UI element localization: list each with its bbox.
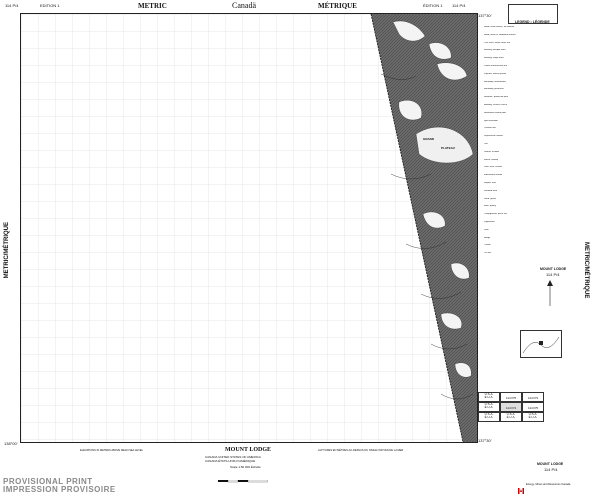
edition-right: ÉDITION 1 (423, 3, 443, 8)
coord-bottom-right: 137°30' (478, 438, 492, 443)
scale-bar (218, 470, 268, 473)
legend-item (484, 88, 504, 91)
metric-title-left: METRIC (138, 2, 167, 10)
legend-item (484, 96, 508, 99)
usa-cell: U.S.A. É.U.A. (522, 412, 544, 422)
legend-item (484, 143, 488, 146)
legend-item (484, 49, 506, 52)
legend-title: LEGEND • LÉGENDE (515, 20, 550, 24)
location-index-map (520, 330, 562, 358)
legend-item-label: Railway, single track (484, 57, 504, 60)
ministry-label: Energy, Mines and Resources Canada (526, 483, 571, 486)
side-label-left: METRIC/MÉTRIQUE (4, 222, 10, 279)
usa-cell: U.S.A. É.U.A. (478, 392, 500, 402)
map-frame[interactable] (20, 13, 478, 443)
bottom-map-code: 114 P/4 (544, 467, 558, 472)
canada-wordmark: Canadä (232, 1, 256, 10)
right-map-code: 114 P/4 (546, 272, 560, 277)
legend-item (484, 73, 506, 76)
place-label-grand: GRAND (423, 137, 434, 141)
legend-item (484, 34, 516, 37)
legend-item-label: Dam (484, 228, 489, 231)
legend-item-label: Depression contour (484, 135, 503, 138)
edition-left: EDITION 1 (40, 3, 60, 8)
sheet-number-left: 114 P/4 (5, 3, 19, 8)
adjoining-sheets-grid (478, 392, 548, 442)
place-label-plateau: PLATEAU (441, 146, 455, 150)
bottom-map-name: MOUNT LODGE (537, 462, 564, 466)
legend-item (484, 57, 504, 60)
legend-item-label: Intermittent stream (484, 174, 503, 177)
legend-item (484, 229, 489, 232)
index-code: 114 P/3 (522, 392, 544, 402)
legend-item-label: Lake, river, stream (484, 166, 502, 169)
legend-item (484, 198, 496, 201)
legend-item-label: Cliff (484, 143, 488, 145)
index-code: 114 P/5 (500, 392, 522, 402)
north-arrow (544, 280, 556, 308)
legend-item (484, 237, 490, 240)
legend-item-label: Wooded area (484, 189, 498, 192)
country-line-2: CANADA ÉTATS-UNIS D'AMÉRIQUE (205, 459, 256, 463)
legend-item (484, 26, 514, 29)
country-line-1: CANADA UNITED STATES OF AMERICA (205, 455, 261, 459)
legend-item-label: Boundary, international (484, 80, 507, 83)
index-code: 114 P/5 (522, 402, 544, 412)
legend-item (484, 120, 498, 123)
legend-item-label: Railway, multiple track (484, 49, 506, 52)
legend-item-label: Boundary, provincial (484, 88, 504, 91)
legend-item-label: National / provincial park (484, 96, 508, 99)
scale-label: Scale 1:50 000 Échelle (230, 465, 261, 469)
legend-item-label: Road, loose or stabilized surface (484, 33, 516, 36)
map-name-title: MOUNT LODGE (225, 447, 272, 453)
legend-item-label: Mine, quarry (484, 205, 497, 208)
provisional-print-label: PROVISIONAL PRINT (3, 477, 93, 486)
legend-item (484, 135, 503, 138)
legend-item (484, 182, 496, 185)
legend-item (484, 166, 502, 169)
legend-item (484, 205, 496, 208)
side-label-right: METRIC/MÉTRIQUE (583, 242, 589, 299)
legend-item-label: Cart track, winter road, trail (484, 41, 511, 44)
legend-item (484, 42, 510, 45)
sheet-number-right: 114 P/4 (452, 3, 466, 8)
canada-flag-icon (518, 481, 524, 487)
topographic-map (21, 14, 477, 442)
coord-top-right: 137°30' (478, 13, 492, 18)
legend-item (484, 112, 506, 115)
legend-item-label: Campground, picnic site (484, 213, 508, 216)
right-map-name: MOUNT LODGE (540, 267, 567, 271)
legend-item-label: Contour line (484, 127, 496, 130)
legend-item-label: Lighthouse (484, 221, 495, 223)
impression-provisoire-label: IMPRESSION PROVISOIRE (3, 485, 116, 494)
legend-item-label: Tunnel (484, 244, 491, 247)
elevations-note-left: ELEVATIONS IN METRES ABOVE MEAN SEA LEVEL (80, 449, 144, 452)
legend-item (484, 213, 507, 216)
legend-item (484, 174, 502, 177)
legend-item-label: Power transmission line (484, 65, 508, 67)
legend-item (484, 190, 497, 193)
legend-item (484, 81, 506, 84)
legend-item-label: Spot elevation (484, 119, 498, 122)
legend-item-label: Horizontal control point (484, 111, 507, 114)
legend-item (484, 221, 495, 224)
legend-item-label: Rapids, falls (484, 182, 496, 184)
legend-item-label: Marsh, swamp (484, 158, 499, 161)
coord-bottom-left: 138°00' (4, 441, 18, 446)
legend-item (484, 65, 507, 68)
legend-item (484, 127, 496, 130)
legend-item (484, 244, 491, 247)
legend-item (484, 104, 507, 107)
usa-cell: U.S.A. É.U.A. (478, 402, 500, 412)
legend-list (484, 26, 584, 266)
legend-item (484, 159, 498, 162)
legend-item (484, 252, 491, 255)
usa-cell: U.S.A. É.U.A. (500, 412, 522, 422)
legend-item-label: Sand, gravel (484, 197, 497, 200)
legend-item-label: Glacier, icefield (484, 150, 499, 153)
index-code-current: 114 P/4 (500, 402, 522, 412)
legend-item (484, 151, 499, 154)
legend-item-label: Pipeline, above ground (484, 72, 507, 75)
legend-item-label: Building, school, church (484, 104, 508, 106)
legend-item-label: Bridge (484, 236, 491, 239)
metrique-title-right: MÉTRIQUE (318, 2, 357, 10)
legend-item-label: Road, hard surface, all weather (484, 26, 515, 28)
usa-cell: U.S.A. É.U.A. (478, 412, 500, 422)
legend-item-label: Cut line (484, 252, 492, 255)
elevations-note-right: ALTITUDES EN MÈTRES AU-DESSUS DU NIVEAU MOYEN DE LA MER (318, 449, 404, 452)
